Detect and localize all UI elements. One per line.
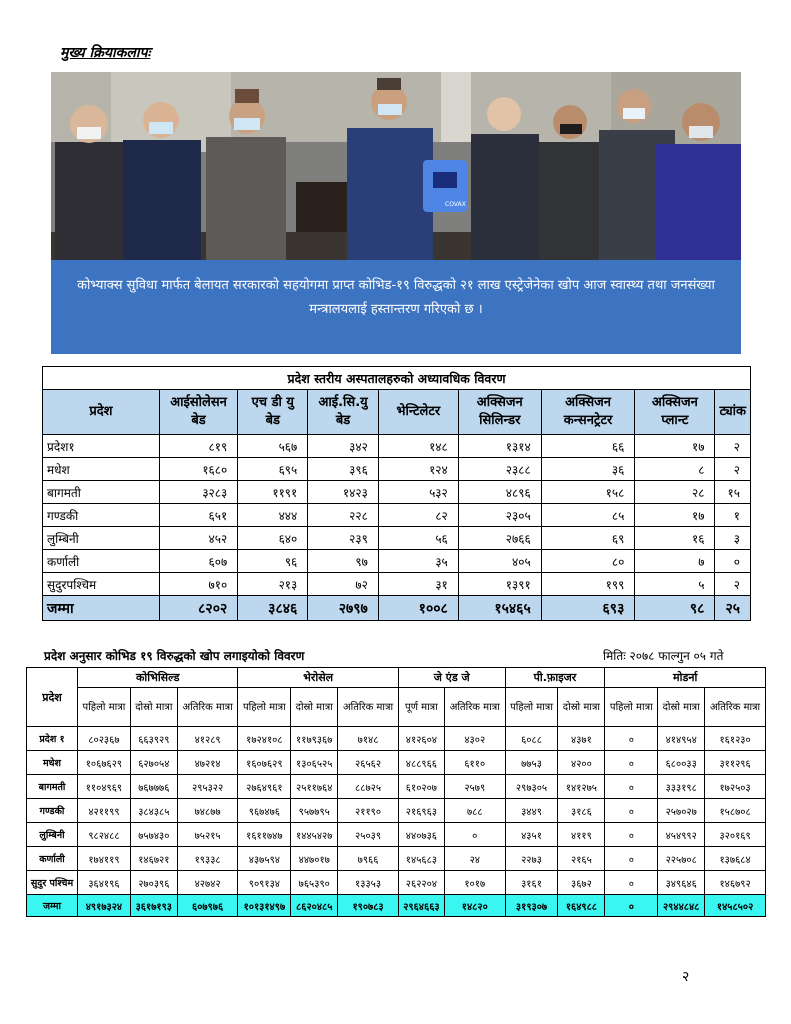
table-row: [43, 435, 751, 458]
province-cell: जम्मा: [43, 596, 160, 621]
province-cell: लुम्बिनी: [43, 527, 160, 550]
value-cell: ०: [605, 823, 658, 847]
page-number: २: [682, 969, 690, 985]
covax-label: COVAX: [445, 201, 466, 208]
value-cell: ७१४८: [338, 727, 399, 751]
province-cell: सुदुरपश्चिम: [43, 573, 160, 596]
value-cell: ९५७७९५: [291, 799, 338, 823]
value-cell: १७४११९: [78, 847, 131, 871]
value-cell: १४६७९२: [705, 871, 766, 895]
value-cell: ३६४१९६: [78, 871, 131, 895]
value-cell: ६९: [541, 527, 635, 550]
value-cell: ७६७७७६: [130, 775, 177, 799]
value-cell: ८६२०४८५: [291, 895, 338, 917]
value-cell: ३१९३०७: [505, 895, 558, 917]
value-cell: १: [715, 504, 751, 527]
value-cell: ०: [605, 895, 658, 917]
value-cell: २८: [635, 481, 715, 504]
value-cell: ३४९६४६: [658, 871, 705, 895]
value-cell: ९६: [238, 550, 308, 573]
value-cell: २९४४८४८: [658, 895, 705, 917]
value-cell: ६०७: [159, 550, 238, 573]
table-row: [43, 481, 751, 504]
value-cell: ३३३१९८: [658, 775, 705, 799]
value-cell: २३०५: [458, 504, 541, 527]
value-cell: ८५: [541, 504, 635, 527]
value-cell: ३६: [541, 458, 635, 481]
value-cell: २७०३९६: [130, 871, 177, 895]
province-cell: जम्मा: [27, 895, 78, 917]
value-cell: १६०७६२९: [238, 751, 291, 775]
value-cell: १३३५३: [338, 871, 399, 895]
value-cell: २६५६२: [338, 751, 399, 775]
value-cell: २५११७६४: [291, 775, 338, 799]
col-ventilator: भेन्टिलेटर: [378, 390, 458, 435]
value-cell: १३०६५२५: [291, 751, 338, 775]
dose-header: दोस्रो मात्रा: [130, 688, 177, 727]
group-moderna: मोडर्ना: [605, 668, 766, 688]
table-row: [27, 799, 766, 823]
value-cell: ३: [715, 527, 751, 550]
handover-photo: [51, 72, 741, 260]
value-cell: ११७९३६७: [291, 727, 338, 751]
province-cell: मधेश: [27, 751, 78, 775]
value-cell: १०१७: [444, 871, 505, 895]
value-cell: २९६४६६३: [398, 895, 444, 917]
group-jandj: जे एंड जे: [398, 668, 505, 688]
table-row: [27, 751, 766, 775]
value-cell: ४११९: [558, 823, 605, 847]
value-cell: २: [715, 435, 751, 458]
value-cell: ८: [635, 458, 715, 481]
col-oxygen-concentrator: अक्सिजन कन्सनट्रेटर: [541, 390, 635, 435]
value-cell: १४१२७५: [558, 775, 605, 799]
value-cell: ७४८७७: [177, 799, 238, 823]
group-verocell: भेरोसेल: [238, 668, 398, 688]
photo-caption: कोभ्याक्स सुविधा मार्फत बेलायत सरकारको सहयोगमा प्राप्त कोभिड-१९ विरुद्धको २१ लाख एस्ट्रेजेनेका खोप आज स्वास्थ्य तथा जनसंख्या मन्त्रालयलाई हस्तान्तरण गरिएको छ ।: [51, 260, 741, 354]
col-oxygen-cylinder: अक्सिजन सिलिन्डर: [458, 390, 541, 435]
value-cell: ६५१: [159, 504, 238, 527]
table-row: [27, 775, 766, 799]
province-cell: कर्णाली: [27, 847, 78, 871]
value-cell: ४०५: [458, 550, 541, 573]
value-cell: ६४०: [238, 527, 308, 550]
province-cell: प्रदेश १: [27, 727, 78, 751]
value-cell: २७६४९६१: [238, 775, 291, 799]
value-cell: ४५२: [159, 527, 238, 550]
province-cell: लुम्बिनी: [27, 823, 78, 847]
value-cell: ३२०१६९: [705, 823, 766, 847]
value-cell: १३७६८४: [705, 847, 766, 871]
value-cell: ४९१७३२४: [78, 895, 131, 917]
value-cell: ४२११९९: [78, 799, 131, 823]
province-cell: गण्डकी: [27, 799, 78, 823]
value-cell: ७: [635, 550, 715, 573]
value-cell: १४८: [378, 435, 458, 458]
value-cell: ०: [715, 550, 751, 573]
value-cell: २३९: [308, 527, 379, 550]
value-cell: २७६६: [458, 527, 541, 550]
value-cell: २: [715, 458, 751, 481]
value-cell: ७७५३: [505, 751, 558, 775]
value-cell: १३१४: [458, 435, 541, 458]
value-cell: २५७०२७: [658, 799, 705, 823]
value-cell: ४३५१: [505, 823, 558, 847]
value-cell: ३१६१: [505, 871, 558, 895]
value-cell: ३१: [378, 573, 458, 596]
value-cell: १९०७८३: [338, 895, 399, 917]
province-cell: सुदुर पश्चिम: [27, 871, 78, 895]
value-cell: १५८: [541, 481, 635, 504]
value-cell: ४५४९९२: [658, 823, 705, 847]
value-cell: ६६३९२९: [130, 727, 177, 751]
table-row: [43, 550, 751, 573]
value-cell: १२४: [378, 458, 458, 481]
value-cell: ४७२१४: [177, 751, 238, 775]
province-cell: बागमती: [43, 481, 160, 504]
value-cell: ०: [605, 871, 658, 895]
value-cell: ५६: [378, 527, 458, 550]
value-cell: २१६९६३: [398, 799, 444, 823]
value-cell: १४५६८३: [398, 847, 444, 871]
value-cell: ३८४६: [238, 596, 308, 621]
value-cell: ३११२९६: [705, 751, 766, 775]
value-cell: ४४७०१७: [291, 847, 338, 871]
total-row: [43, 596, 751, 621]
value-cell: ७२: [308, 573, 379, 596]
value-cell: ६८००३३: [658, 751, 705, 775]
value-cell: १९३३८: [177, 847, 238, 871]
value-cell: २५०३९: [338, 823, 399, 847]
value-cell: १३९१: [458, 573, 541, 596]
value-cell: ८८७२५: [338, 775, 399, 799]
section-heading: मुख्य क्रियाकलापः: [60, 45, 151, 61]
table-row: [43, 458, 751, 481]
col-icu-bed: आई.सि.यु बेड: [308, 390, 379, 435]
value-cell: ५: [635, 573, 715, 596]
value-cell: ८२०२: [159, 596, 238, 621]
value-cell: ८१९: [159, 435, 238, 458]
value-cell: २९५३२२: [177, 775, 238, 799]
value-cell: ०: [605, 751, 658, 775]
value-cell: २२५७०८: [658, 847, 705, 871]
value-cell: ८०२३६७: [78, 727, 131, 751]
dose-header: दोस्रो मात्रा: [558, 688, 605, 727]
value-cell: ५३२: [378, 481, 458, 504]
province-cell: कर्णाली: [43, 550, 160, 573]
province-cell: प्रदेश१: [43, 435, 160, 458]
value-cell: ९७: [308, 550, 379, 573]
value-cell: १५८७०८: [705, 799, 766, 823]
value-cell: १४६७२१: [130, 847, 177, 871]
value-cell: ३६१७१९३: [130, 895, 177, 917]
table-row: [27, 871, 766, 895]
value-cell: २५७९: [444, 775, 505, 799]
value-cell: २१६५: [558, 847, 605, 871]
dose-header: अतिरिक मात्रा: [705, 688, 766, 727]
hospital-table: [42, 366, 751, 621]
value-cell: २२८: [308, 504, 379, 527]
value-cell: ६१०२०७: [398, 775, 444, 799]
value-cell: ३८४३८५: [130, 799, 177, 823]
value-cell: १०१३१४९७: [238, 895, 291, 917]
vaccine-table-title: प्रदेश अनुसार कोभिड १९ विरुद्धको खोप लगाइयोको विवरण: [44, 649, 305, 663]
value-cell: ६२७०५४: [130, 751, 177, 775]
table-row: [43, 527, 751, 550]
col-tank: ट्यांक: [715, 390, 751, 435]
col-province: प्रदेश: [27, 668, 78, 727]
value-cell: ९८२४८८: [78, 823, 131, 847]
table-row: [27, 847, 766, 871]
value-cell: ४१२८९: [177, 727, 238, 751]
value-cell: ३२८३: [159, 481, 238, 504]
value-cell: १६११७४७: [238, 823, 291, 847]
value-cell: ४८९६: [458, 481, 541, 504]
value-cell: २३८८: [458, 458, 541, 481]
value-cell: ०: [605, 775, 658, 799]
value-cell: ७८८: [444, 799, 505, 823]
value-cell: १७: [635, 435, 715, 458]
value-cell: २७९७: [308, 596, 379, 621]
value-cell: २१३: [238, 573, 308, 596]
dose-header: अतिरिक मात्रा: [338, 688, 399, 727]
dose-header: अतिरिक मात्रा: [177, 688, 238, 727]
value-cell: २: [715, 573, 751, 596]
dose-header: दोस्रो मात्रा: [291, 688, 338, 727]
value-cell: १७२५०३: [705, 775, 766, 799]
dose-header: पहिलो मात्रा: [505, 688, 558, 727]
province-cell: बागमती: [27, 775, 78, 799]
value-cell: १०६७६२९: [78, 751, 131, 775]
value-cell: १४४५४२७: [291, 823, 338, 847]
value-cell: ९०९१३४: [238, 871, 291, 895]
value-cell: ६०७९७६: [177, 895, 238, 917]
value-cell: २६२२०४: [398, 871, 444, 895]
value-cell: ३६७२: [558, 871, 605, 895]
value-cell: ६९५: [238, 458, 308, 481]
table-row: [27, 823, 766, 847]
value-cell: १४५८५०२: [705, 895, 766, 917]
dose-header: पहिलो मात्रा: [78, 688, 131, 727]
value-cell: १६८०: [159, 458, 238, 481]
value-cell: १७२४१०८: [238, 727, 291, 751]
value-cell: १६: [635, 527, 715, 550]
value-cell: ३१८६: [558, 799, 605, 823]
value-cell: ६६: [541, 435, 635, 458]
value-cell: ४८८९६६: [398, 751, 444, 775]
dose-header: पहिलो मात्रा: [605, 688, 658, 727]
value-cell: ९६७४७६: [238, 799, 291, 823]
value-cell: १६४९८८: [558, 895, 605, 917]
value-cell: ४३७५९४: [238, 847, 291, 871]
hospital-table-header: [43, 390, 751, 435]
value-cell: २११९०: [338, 799, 399, 823]
value-cell: ७१०: [159, 573, 238, 596]
col-hdu-bed: एच डी यु बेड: [238, 390, 308, 435]
table-row: [43, 573, 751, 596]
vaccine-table: [26, 667, 766, 917]
value-cell: २५: [715, 596, 751, 621]
vaccine-group-header: [27, 668, 766, 688]
value-cell: १००८: [378, 596, 458, 621]
value-cell: ४४०७३६: [398, 823, 444, 847]
value-cell: ३५: [378, 550, 458, 573]
value-cell: १५: [715, 481, 751, 504]
value-cell: ४३७१: [558, 727, 605, 751]
value-cell: ७६५३९०: [291, 871, 338, 895]
vaccine-dose-header: [27, 688, 766, 727]
dose-header: अतिरिक मात्रा: [444, 688, 505, 727]
value-cell: ६९३: [541, 596, 635, 621]
value-cell: १६१२३०: [705, 727, 766, 751]
dose-header: पहिलो मात्रा: [238, 688, 291, 727]
value-cell: १७: [635, 504, 715, 527]
value-cell: २४: [444, 847, 505, 871]
value-cell: ३९६: [308, 458, 379, 481]
value-cell: ३४२: [308, 435, 379, 458]
value-cell: ३४४९: [505, 799, 558, 823]
value-cell: ६११०: [444, 751, 505, 775]
hospital-table-title: प्रदेश स्तरीय अस्पतालहरुको अध्यावधिक विवरण: [43, 367, 751, 390]
value-cell: २९७३०५: [505, 775, 558, 799]
province-cell: मधेश: [43, 458, 160, 481]
value-cell: १९९: [541, 573, 635, 596]
value-cell: ८०: [541, 550, 635, 573]
value-cell: ४३०२: [444, 727, 505, 751]
value-cell: ८२: [378, 504, 458, 527]
value-cell: २२७३: [505, 847, 558, 871]
value-cell: ११०४९६९: [78, 775, 131, 799]
value-cell: ४१४९५४: [658, 727, 705, 751]
table-row: [27, 727, 766, 751]
value-cell: ५६७: [238, 435, 308, 458]
col-oxygen-plant: अक्सिजन प्लान्ट: [635, 390, 715, 435]
col-isolation-bed: आईसोलेसन बेड: [159, 390, 238, 435]
value-cell: ०: [444, 823, 505, 847]
report-date: मितिः २०७८ फाल्गुन ०५ गते: [603, 649, 724, 663]
value-cell: ४२७४२: [177, 871, 238, 895]
value-cell: ६०८८: [505, 727, 558, 751]
value-cell: ९८: [635, 596, 715, 621]
province-cell: गण्डकी: [43, 504, 160, 527]
value-cell: ०: [605, 799, 658, 823]
total-row: [27, 895, 766, 917]
group-pfizer: पी.फ़ाइजर: [505, 668, 605, 688]
value-cell: ४४४: [238, 504, 308, 527]
dose-header: पूर्ण मात्रा: [398, 688, 444, 727]
col-province: प्रदेश: [43, 390, 160, 435]
value-cell: ११९१: [238, 481, 308, 504]
value-cell: ४२००: [558, 751, 605, 775]
table-row: [43, 504, 751, 527]
value-cell: ७५७४३०: [130, 823, 177, 847]
value-cell: ०: [605, 727, 658, 751]
value-cell: ०: [605, 847, 658, 871]
value-cell: १४८२०: [444, 895, 505, 917]
photo-illustration: [51, 72, 741, 260]
value-cell: ४१२६०४: [398, 727, 444, 751]
value-cell: १५४६५: [458, 596, 541, 621]
dose-header: दोस्रो मात्रा: [658, 688, 705, 727]
value-cell: ७९६६: [338, 847, 399, 871]
value-cell: ७५२१५: [177, 823, 238, 847]
group-covishield: कोभिसिल्ड: [78, 668, 238, 688]
value-cell: १४२३: [308, 481, 379, 504]
